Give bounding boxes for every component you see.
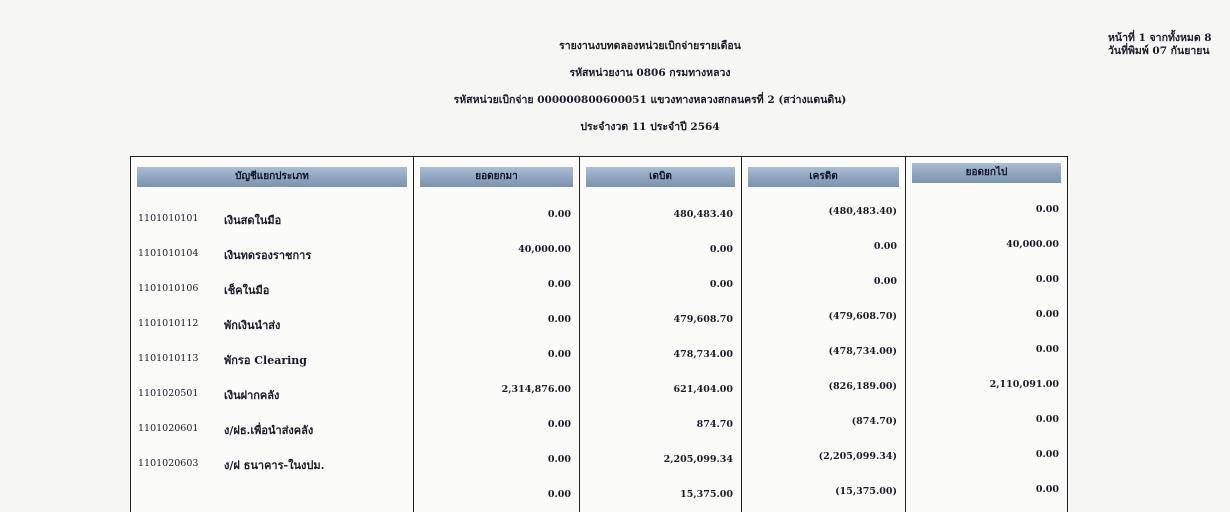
credit-value: (480,483.40) — [828, 206, 897, 217]
header-brought-forward: ยอดยกมา — [420, 167, 573, 187]
header-credit: เครดิต — [748, 167, 899, 187]
credit-value: 0.00 — [873, 241, 897, 252]
account-name: พักรอ Clearing — [224, 354, 307, 367]
account-code: 1101010113 — [138, 353, 199, 364]
report-title: รายงานงบทดลองหน่วยเบิกจ่ายรายเดือน — [559, 40, 741, 52]
table-row — [131, 197, 1067, 232]
carried-forward-value: 0.00 — [1035, 309, 1059, 320]
debit-value: 874.70 — [696, 419, 733, 430]
credit-value: (826,189.00) — [828, 381, 897, 392]
debit-value: 2,205,099.34 — [663, 454, 733, 465]
account-code: 1101010112 — [138, 318, 199, 329]
carried-forward-value: 0.00 — [1035, 204, 1059, 215]
credit-value: (2,205,099.34) — [818, 451, 897, 462]
account-code: 1101020603 — [138, 458, 199, 469]
debit-value: 621,404.00 — [673, 384, 733, 395]
table-row — [131, 267, 1067, 302]
header-account: บัญชีแยกประเภท — [137, 167, 407, 187]
account-name: เงินทดรองราชการ — [224, 249, 312, 262]
agency-code: รหัสหน่วยงาน 0806 กรมทางหลวง — [569, 67, 731, 79]
debit-value: 0.00 — [709, 279, 733, 290]
table-row — [131, 337, 1067, 372]
account-code: 1101020601 — [138, 423, 199, 434]
table-header-row — [131, 157, 1067, 197]
account-code: 1101010101 — [138, 213, 199, 224]
brought-forward-value: 0.00 — [547, 454, 571, 465]
table-row — [131, 372, 1067, 407]
debit-value: 15,375.00 — [680, 489, 733, 500]
table-body — [131, 197, 1067, 512]
table-row — [131, 407, 1067, 442]
brought-forward-value: 2,314,876.00 — [501, 384, 571, 395]
credit-value: (478,734.00) — [828, 346, 897, 357]
account-name: เงินสดในมือ — [224, 214, 282, 227]
table-row — [131, 302, 1067, 337]
debit-value: 478,734.00 — [673, 349, 733, 360]
report-period: ประจำงวด 11 ประจำปี 2564 — [580, 121, 720, 133]
carried-forward-value: 0.00 — [1035, 274, 1059, 285]
debit-value: 0.00 — [709, 244, 733, 255]
trial-balance-table — [130, 156, 1068, 512]
carried-forward-value: 2,110,091.00 — [989, 379, 1059, 390]
account-name: เช็คในมือ — [224, 284, 270, 297]
carried-forward-value: 40,000.00 — [1006, 239, 1059, 250]
account-name: ง/ฝ ธนาคาร-ในงปม. — [224, 459, 325, 472]
account-name: เงินฝากคลัง — [224, 389, 280, 402]
table-row — [131, 232, 1067, 267]
account-name: พักเงินนำส่ง — [224, 319, 281, 332]
table-row — [131, 442, 1067, 477]
table-row — [131, 477, 1067, 512]
brought-forward-value: 0.00 — [547, 279, 571, 290]
brought-forward-value: 0.00 — [547, 349, 571, 360]
credit-value: (15,375.00) — [835, 486, 897, 497]
brought-forward-value: 40,000.00 — [518, 244, 571, 255]
account-code: 1101010106 — [138, 283, 199, 294]
header-carried-forward: ยอดยกไป — [912, 163, 1061, 183]
page-number: หน้าที่ 1 จากทั้งหมด 8 — [1108, 32, 1212, 44]
account-code: 1101010104 — [138, 248, 199, 259]
credit-value: (874.70) — [851, 416, 897, 427]
header-debit: เดบิต — [586, 167, 735, 187]
carried-forward-value: 0.00 — [1035, 344, 1059, 355]
print-date: วันที่พิมพ์ 07 กันยายน — [1108, 45, 1210, 57]
credit-value: 0.00 — [873, 276, 897, 287]
page-meta — [1108, 32, 1212, 58]
brought-forward-value: 0.00 — [547, 419, 571, 430]
brought-forward-value: 0.00 — [547, 314, 571, 325]
carried-forward-value: 0.00 — [1035, 449, 1059, 460]
report-header — [300, 38, 1000, 146]
account-code: 1101020501 — [138, 388, 199, 399]
account-name: ง/ฝธ.เพื่อนำส่งคลัง — [224, 424, 314, 437]
brought-forward-value: 0.00 — [547, 209, 571, 220]
debit-value: 480,483.40 — [673, 209, 733, 220]
brought-forward-value: 0.00 — [547, 489, 571, 500]
carried-forward-value: 0.00 — [1035, 484, 1059, 495]
debit-value: 479,608.70 — [673, 314, 733, 325]
disbursing-unit: รหัสหน่วยเบิกจ่าย 000000800600051 แขวงทางหลวงสกลนครที่ 2 (สว่างแดนดิน) — [453, 94, 847, 106]
carried-forward-value: 0.00 — [1035, 414, 1059, 425]
credit-value: (479,608.70) — [828, 311, 897, 322]
